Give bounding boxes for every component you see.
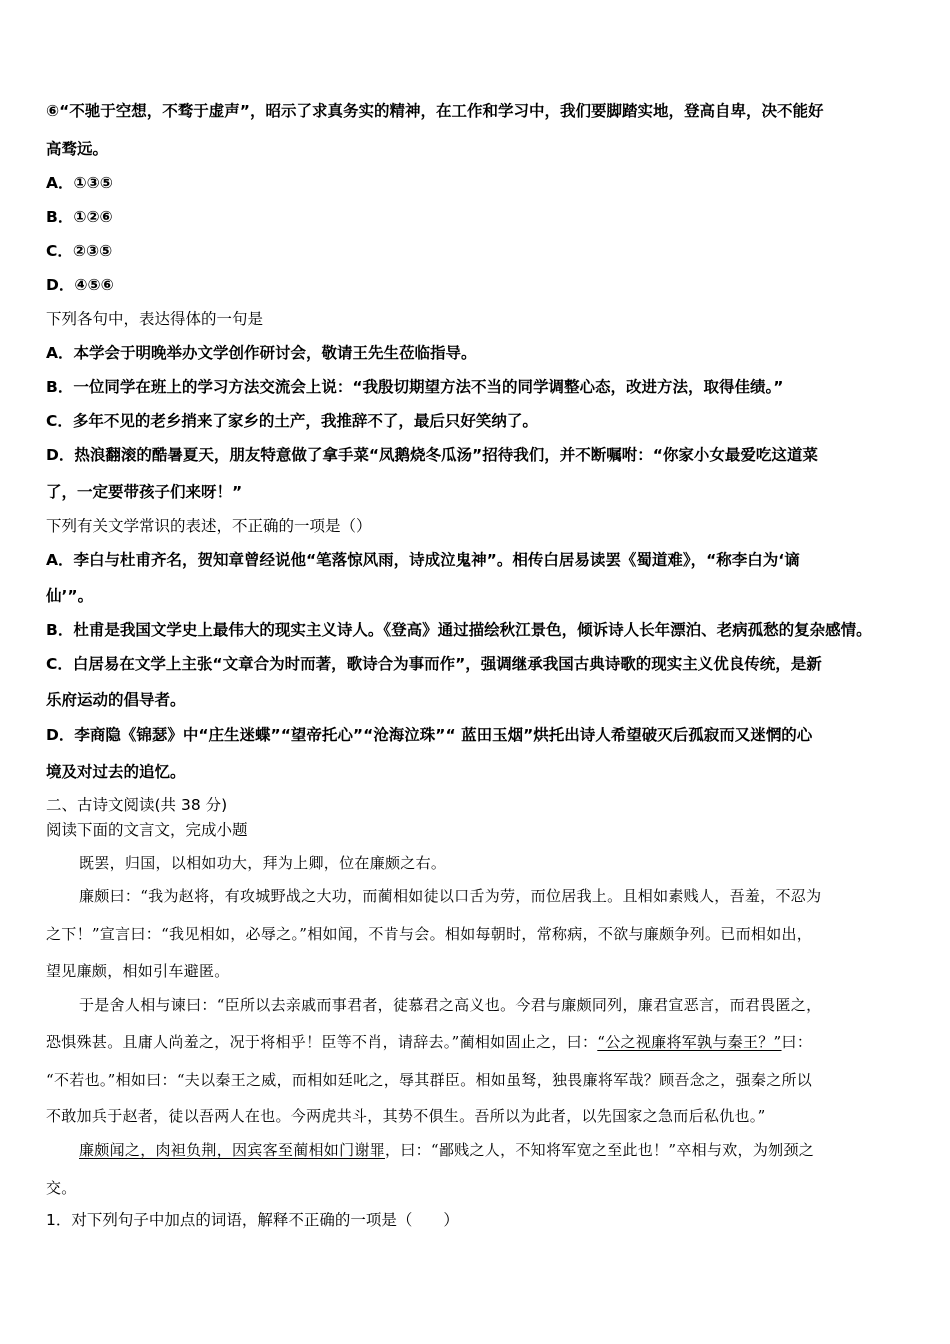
section-2-instruction: 阅读下面的文言文，完成小题 — [46, 821, 248, 839]
passage-paragraph-3-line-3: “不若也。”相如曰：“夫以秦王之威，而相如廷叱之，辱其群臣。相如虽驽，独畏廉将军哉？顾吾念之，强秦之所以 — [46, 1071, 813, 1089]
literature-question-stem: 下列有关文学常识的表述，不正确的一项是（） — [46, 517, 372, 535]
passage-paragraph-3-line-4: 不敢加兵于赵者，徒以吾两人在也。今两虎共斗，其势不俱生。吾所以为此者，以先国家之急而后私仇也。” — [46, 1107, 766, 1125]
passage-paragraph-1: 既罢，归国，以相如功大，拜为上卿，位在廉颇之右。 — [79, 854, 447, 872]
decorum-option-a: A．本学会于明晚举办文学创作研讨会，敬请王先生莅临指导。 — [46, 344, 477, 362]
choice-d: D．④⑤⑥ — [46, 276, 114, 294]
section-2-title: 二、古诗文阅读(共 38 分) — [46, 796, 228, 814]
option-6-line-2: 高骛远。 — [46, 140, 109, 158]
choice-c: C．②③⑤ — [46, 242, 113, 260]
passage-paragraph-3-line-2-tail: 曰： — [781, 1033, 813, 1051]
option-6-line-1: ⑥“不驰于空想，不骛于虚声”，昭示了求真务实的精神，在工作和学习中，我们要脚踏实地，登高自卑，决不能好 — [46, 102, 824, 120]
literature-option-a-line-2: 仙’”。 — [46, 587, 94, 605]
question-1-stem: 1．对下列句子中加点的词语，解释不正确的一项是（ ） — [46, 1211, 459, 1229]
underlined-sentence-2: 廉颇闻之，肉袒负荆，因宾客至蔺相如门谢罪 — [79, 1141, 386, 1159]
literature-option-c-line-2: 乐府运动的倡导者。 — [46, 691, 186, 709]
literature-option-d-line-1: D．李商隐《锦瑟》中“庄生迷蝶”“望帝托心”“沧海泣珠”“ 蓝田玉烟”烘托出诗人希望破灭后孤寂而又迷惘的心 — [46, 726, 813, 744]
decorum-option-c: C．多年不见的老乡捎来了家乡的土产，我推辞不了，最后只好笑纳了。 — [46, 412, 538, 430]
literature-option-a-line-1: A．李白与杜甫齐名，贺知章曾经说他“笔落惊风雨，诗成泣鬼神”。相传白居易读罢《蜀道难》，“称李白为‘谪 — [46, 551, 800, 569]
passage-paragraph-2-line-1: 廉颇曰：“我为赵将，有攻城野战之大功，而蔺相如徒以口舌为劳，而位居我上。且相如素贱人，吾羞，不忍为 — [79, 887, 822, 905]
passage-paragraph-3-line-1: 于是舍人相与谏曰：“臣所以去亲戚而事君者，徒慕君之高义也。今君与廉颇同列，廉君宣恶言，而君畏匿之， — [79, 996, 822, 1014]
underlined-sentence-1: “公之视廉将军孰与秦王？” — [597, 1033, 782, 1051]
passage-paragraph-3-line-2 — [46, 1032, 812, 1052]
passage-paragraph-2-line-2: 之下！”宣言曰：“我见相如，必辱之。”相如闻，不肯与会。相如每朝时，常称病，不欲与廉颇争列。已而相如出， — [46, 925, 813, 943]
decorum-question-stem: 下列各句中，表达得体的一句是 — [46, 310, 264, 328]
choice-b: B．①②⑥ — [46, 208, 113, 226]
choice-a: A．①③⑤ — [46, 174, 113, 192]
decorum-option-d-line-2: 了，一定要带孩子们来呀！” — [46, 483, 243, 501]
passage-paragraph-3-line-2-text: 恐惧殊甚。且庸人尚羞之，况于将相乎！臣等不肖，请辞去。”蔺相如固止之，曰： — [46, 1033, 598, 1051]
passage-paragraph-4-line-1 — [79, 1140, 814, 1160]
passage-paragraph-4-line-1-tail: ，曰：“鄙贱之人，不知将军宽之至此也！”卒相与欢，为刎颈之 — [385, 1141, 815, 1159]
passage-paragraph-4-line-2: 交。 — [46, 1179, 77, 1197]
decorum-option-b: B．一位同学在班上的学习方法交流会上说：“我殷切期望方法不当的同学调整心态，改进方法，取得佳绩。” — [46, 378, 784, 396]
passage-paragraph-2-line-3: 望见廉颇，相如引车避匿。 — [46, 962, 230, 980]
literature-option-b: B．杜甫是我国文学史上最伟大的现实主义诗人。《登高》通过描绘秋江景色，倾诉诗人长年漂泊、老病孤愁的复杂感情。 — [46, 621, 872, 639]
literature-option-c-line-1: C．白居易在文学上主张“文章合为时而著，歌诗合为事而作”，强调继承我国古典诗歌的现实主义优良传统，是新 — [46, 655, 822, 673]
decorum-option-d-line-1: D．热浪翻滚的酷暑夏天，朋友特意做了拿手菜“凤鹅烧冬瓜汤”招待我们，并不断嘱咐：“你家小女最爱吃这道菜 — [46, 446, 818, 464]
literature-option-d-line-2: 境及对过去的追忆。 — [46, 763, 186, 781]
